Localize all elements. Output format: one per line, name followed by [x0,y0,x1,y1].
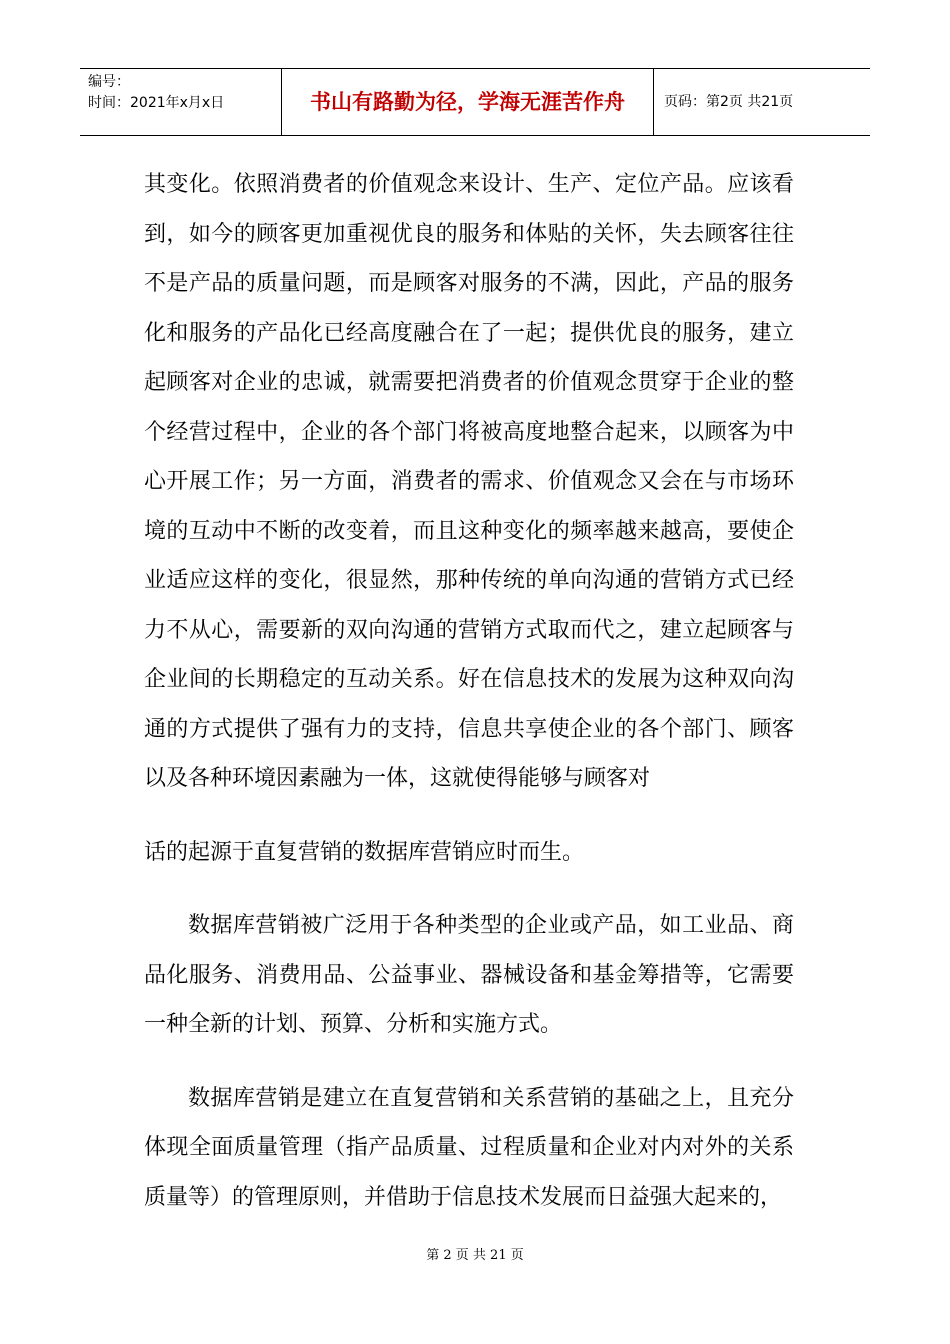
body-paragraph-1-tail: 话的起源于直复营销的数据库营销应时而生。 [144,839,585,865]
page-footer: 第 2 页 共 21 页 [426,1248,524,1263]
body-paragraph-3: 数据库营销是建立在直复营销和关系营销的基础之上，且充分体现全面质量管理（指产品质量、过程质量和企业对内对外的关系质量等）的管理原则，并借助于信息技术发展而日益强大起来的， [144,1085,794,1210]
document-body [144,160,794,1222]
body-paragraph-2: 数据库营销被广泛用于各种类型的企业或产品，如工业品、商品化服务、消费用品、公益事业、器械设备和基金筹措等，它需要一种全新的计划、预算、分析和实施方式。 [144,913,794,1037]
body-paragraph-1: 其变化。依照消费者的价值观念来设计、生产、定位产品。应该看到，如今的顾客更加重视优良的服务和体贴的关怀，失去顾客往往不是产品的质量问题，而是顾客对服务的不满，因此，产品的服务化和服务的产品化已经高度融合在了一起；提供优良的服务，建立起顾客对企业的忠诚，就需要把消费者的价值观念贯穿于企业的整个经营过程中，企业的各个部门将被高度地整合起来，以顾客为中心开展工作；另一方面，消费者的需求、价值观念又会在与市场环境的互动中不断的改变着，而且这种变化的频率越来越高，要使企业适应这样的变化，很显然，那种传统的单向沟通的营销方式已经力不从心，需要新的双向沟通的营销方式取而代之，建立起顾客与企业间的长期稳定的互动关系。好在信息技术的发展为这种双向沟通的方式提供了强有力的支持，信息共享使企业的各个部门、顾客以及各种环境因素融为一体，这就使得能够与顾客对 [144,172,794,791]
page-header [80,68,870,136]
header-meta-cell [80,69,282,135]
header-motto: 书山有路勤为径，学海无涯苦作舟 [282,69,654,135]
header-page-info: 页码：第2页 共21页 [664,94,794,110]
document-time-label: 时间：2021年x月x日 [88,95,225,111]
document-number-label: 编号： [88,74,130,90]
